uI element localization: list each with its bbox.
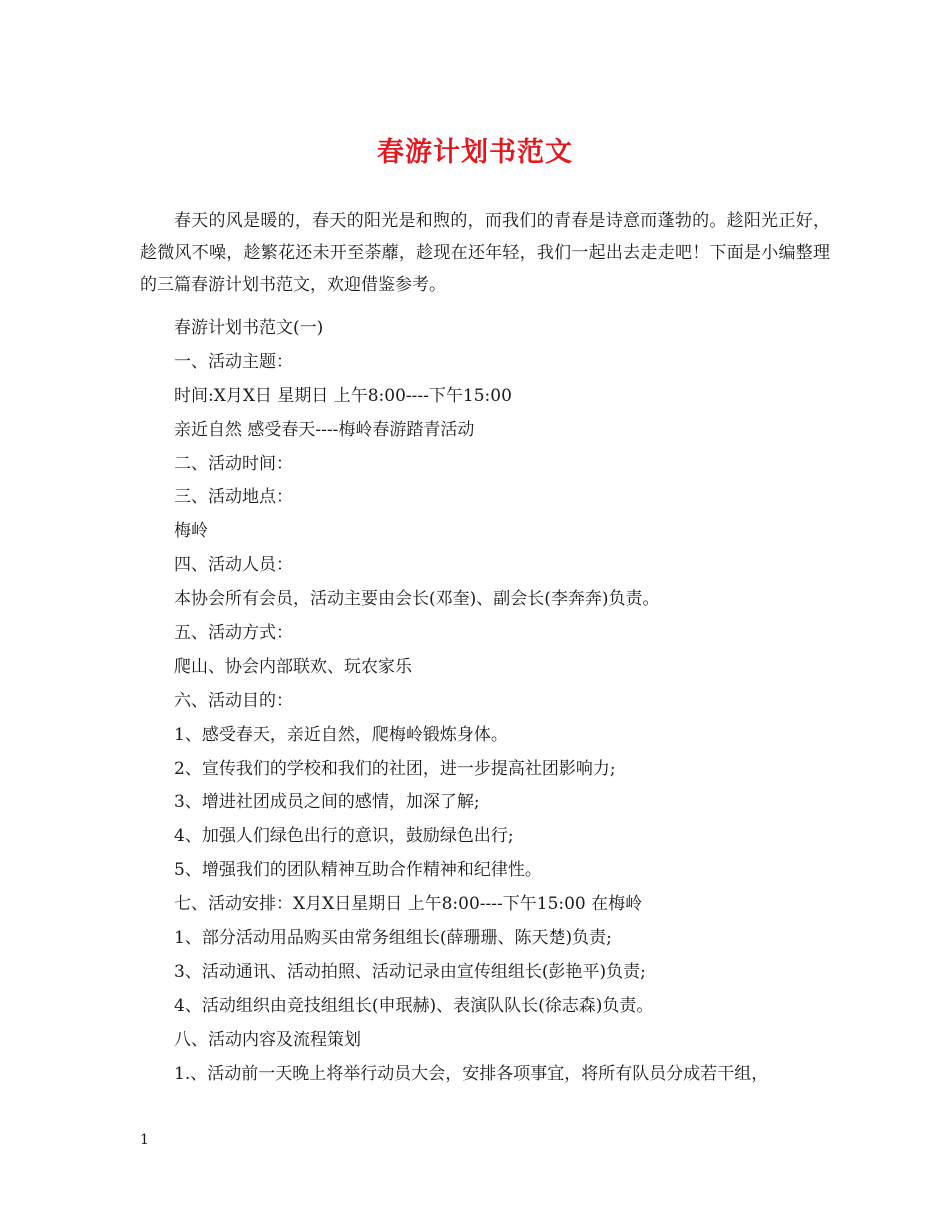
content-line: 四、活动人员： bbox=[174, 555, 293, 576]
content-line: 1、感受春天，亲近自然，爬梅岭锻炼身体。 bbox=[174, 724, 508, 745]
content-line: 七、活动安排：X月X日星期日 上午8:00----下午15:00 在梅岭 bbox=[174, 894, 643, 915]
content-line: 1、部分活动用品购买由常务组组长(薛珊珊、陈天楚)负责; bbox=[174, 928, 612, 949]
content-line: 一、活动主题： bbox=[174, 351, 293, 372]
content-line: 春游计划书范文(一) bbox=[174, 318, 324, 338]
content-line: 3、增进社团成员之间的感情，加深了解; bbox=[174, 792, 480, 813]
document-title: 春游计划书范文 bbox=[377, 137, 573, 168]
content-line: 梅岭 bbox=[174, 521, 208, 542]
content-line: 亲近自然 感受春天----梅岭春游踏青活动 bbox=[174, 419, 475, 440]
content-line: 1.、活动前一天晚上将举行动员大会，安排各项事宜，将所有队员分成若干组， bbox=[174, 1063, 769, 1084]
content-line: 爬山、协会内部联欢、玩农家乐 bbox=[174, 656, 412, 677]
intro-paragraph: 春天的风是暖的，春天的阳光是和煦的，而我们的青春是诗意而蓬勃的。趁阳光正好，趁微风不噪，趁繁花还未开至荼蘼，趁现在还年轻，我们一起出去走走吧！下面是小编整理的三篇春游计划书范文，欢迎借鉴参考。 bbox=[140, 211, 830, 295]
content-line: 4、活动组织由竞技组组长(申珉赫)、表演队队长(徐志森)负责。 bbox=[174, 995, 654, 1016]
content-line: 三、活动地点： bbox=[174, 487, 293, 508]
content-line: 2、宣传我们的学校和我们的社团，进一步提高社团影响力; bbox=[174, 758, 616, 779]
content-line: 时间:X月X日 星期日 上午8:00----下午15:00 bbox=[174, 385, 512, 406]
content-line: 5、增强我们的团队精神互助合作精神和纪律性。 bbox=[174, 860, 542, 881]
content-line: 本协会所有会员，活动主要由会长(邓奎)、副会长(李奔奔)负责。 bbox=[174, 589, 660, 610]
content-line: 4、加强人们绿色出行的意识，鼓励绿色出行; bbox=[174, 826, 514, 847]
content-line: 二、活动时间： bbox=[174, 453, 293, 474]
content-lines bbox=[174, 312, 854, 1091]
content-line: 五、活动方式： bbox=[174, 623, 293, 644]
content-line: 六、活动目的： bbox=[174, 690, 293, 711]
content-line: 3、活动通讯、活动拍照、活动记录由宣传组组长(彭艳平)负责; bbox=[174, 961, 646, 982]
page-number: 1 bbox=[140, 1132, 149, 1148]
content-line: 八、活动内容及流程策划 bbox=[174, 1029, 361, 1050]
